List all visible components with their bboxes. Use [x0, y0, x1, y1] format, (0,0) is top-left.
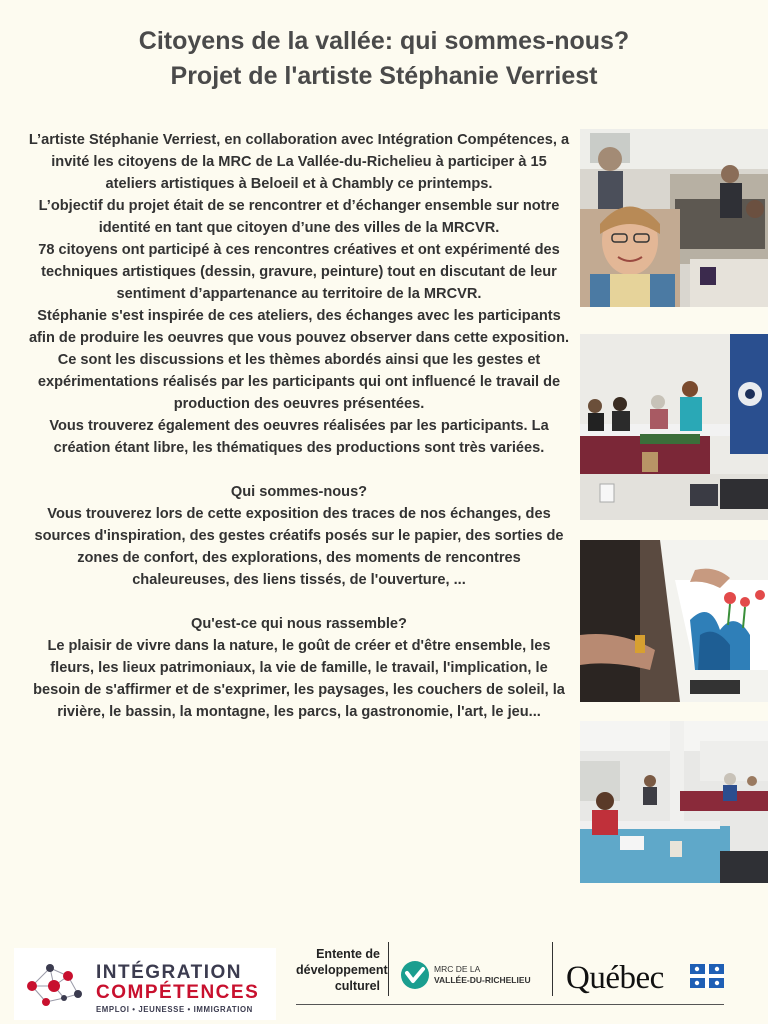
divider: [552, 942, 553, 996]
paragraph-objective: L’objectif du projet était de se rencontrer et d’échanger ensemble sur notre identité en tant que citoyen d’une des villes de la MRCVR.: [38, 198, 560, 236]
body-text: [28, 129, 570, 723]
mrc-logo: [400, 960, 550, 994]
mrc-check-icon: [400, 960, 430, 990]
fleurdelise-flag-icon: [690, 964, 724, 988]
paragraph-participant-works: Vous trouverez également des oeuvres réalisées par les participants. La création étant libre, les thématiques des productions sont très variées.: [49, 418, 549, 456]
footer-logos: [0, 940, 768, 1024]
mrc-line-1: MRC DE LA: [434, 964, 481, 974]
mrc-line-2: VALLÉE-DU-RICHELIEU: [434, 975, 531, 985]
entente-label: [296, 946, 388, 994]
paragraph-traces: Vous trouverez lors de cette exposition des traces de nos échanges, des sources d'inspiration, des gestes créatifs posés sur le papier, des sorties de zones de confort, des explorations, des moments de rencontres chaleureuses, des liens tissés, de l'ouverture, ...: [34, 506, 564, 588]
entente-line-1: Entente de: [316, 947, 380, 961]
ic-tagline: EMPLOI • JEUNESSE • IMMIGRATION: [96, 1005, 253, 1014]
footer-rule: [296, 1004, 724, 1005]
entente-line-2: développement: [296, 963, 388, 977]
heading-what-unites-us: Qu'est-ce qui nous rassemble?: [191, 616, 407, 632]
integration-competences-logo: [14, 948, 276, 1020]
workshop-selfie-photo: [580, 129, 768, 307]
title-line-1: Citoyens de la vallée: qui sommes-nous?: [138, 27, 630, 55]
paragraph-inspiration: Stéphanie s'est inspirée de ces ateliers, des échanges avec les participants afin de produire les oeuvres que vous pouvez observer dans cette exposition. Ce sont les discussions et les thèmes abordés ainsi que les gestes et expérimentations réalisés par les participants qui ont influencé le travail de production des oeuvres présentées.: [28, 308, 570, 412]
workshop-room-photo: [580, 721, 768, 883]
entente-line-3: culturel: [334, 979, 380, 993]
hands-painting-photo: [580, 540, 768, 702]
paragraph-intro: L’artiste Stéphanie Verriest, en collaboration avec Intégration Compétences, a invité les citoyens de la MRC de La Vallée-du-Richelieu à participer à 15 ateliers artistiques à Beloeil et à Chambly ce printemps.: [28, 132, 570, 192]
ic-name-line-2: COMPÉTENCES: [96, 982, 260, 1003]
divider: [388, 942, 389, 996]
network-dots-icon: [22, 958, 88, 1012]
title-line-2: Projet de l'artiste Stéphanie Verriest: [170, 62, 598, 90]
quebec-wordmark: Québec: [566, 960, 664, 996]
heading-who-are-we: Qui sommes-nous?: [230, 484, 368, 500]
ic-name-line-1: INTÉGRATION: [96, 962, 242, 983]
paragraph-pleasures: Le plaisir de vivre dans la nature, le goût de créer et d'être ensemble, les fleurs, les lieux patrimoniaux, la vie de famille, le travail, l'implication, le besoin de s'affirmer et de s'exprimer, les paysages, les couchers de soleil, la rivière, le bassin, la montagne, les parcs, la gastronomie, l'art, le jeu...: [33, 638, 565, 720]
paragraph-participants: 78 citoyens ont participé à ces rencontres créatives et ont expérimenté des techniques artistiques (dessin, gravure, peinture) tout en discutant de leur sentiment d’appartenance au territoire de la MRCVR.: [38, 242, 560, 302]
workshop-table-photo: [580, 334, 768, 520]
page-title: [0, 24, 768, 94]
